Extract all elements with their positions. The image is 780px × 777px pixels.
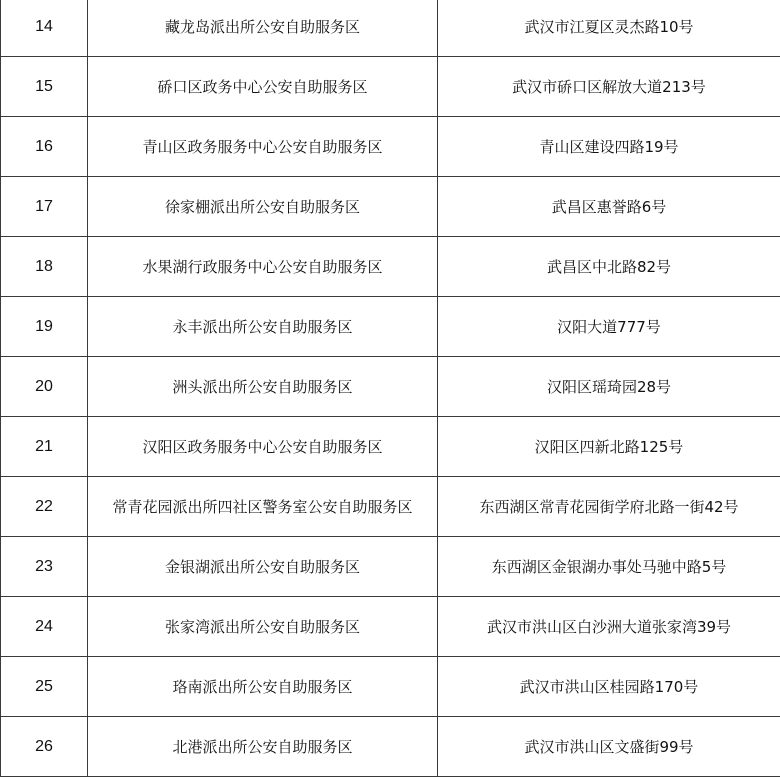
row-number: 23 — [1, 537, 88, 597]
table-row — [1, 0, 780, 57]
service-area-address: 汉阳区四新北路125号 — [438, 417, 780, 477]
service-area-address: 东西湖区金银湖办事处马驰中路5号 — [438, 537, 780, 597]
service-area-address: 武昌区中北路82号 — [438, 237, 780, 297]
service-area-address: 汉阳区瑶琦园28号 — [438, 357, 780, 417]
service-area-name: 洲头派出所公安自助服务区 — [88, 357, 438, 417]
service-area-address: 武汉市硚口区解放大道213号 — [438, 57, 780, 117]
service-area-address: 武汉市洪山区桂园路170号 — [438, 657, 780, 717]
service-area-name: 汉阳区政务服务中心公安自助服务区 — [88, 417, 438, 477]
service-area-name: 北港派出所公安自助服务区 — [88, 717, 438, 777]
table-row — [1, 297, 780, 357]
table-row — [1, 477, 780, 537]
table-row — [1, 657, 780, 717]
table-row — [1, 57, 780, 117]
row-number: 20 — [1, 357, 88, 417]
service-area-address: 武汉市洪山区白沙洲大道张家湾39号 — [438, 597, 780, 657]
table-row — [1, 357, 780, 417]
service-area-name: 硚口区政务中心公安自助服务区 — [88, 57, 438, 117]
row-number: 15 — [1, 57, 88, 117]
row-number: 26 — [1, 717, 88, 777]
service-area-name: 常青花园派出所四社区警务室公安自助服务区 — [88, 477, 438, 537]
table-row — [1, 237, 780, 297]
table-row — [1, 117, 780, 177]
row-number: 21 — [1, 417, 88, 477]
service-area-address: 东西湖区常青花园街学府北路一街42号 — [438, 477, 780, 537]
row-number: 24 — [1, 597, 88, 657]
service-area-name: 藏龙岛派出所公安自助服务区 — [88, 0, 438, 57]
service-area-name: 金银湖派出所公安自助服务区 — [88, 537, 438, 597]
row-number: 22 — [1, 477, 88, 537]
service-area-name: 珞南派出所公安自助服务区 — [88, 657, 438, 717]
row-number: 16 — [1, 117, 88, 177]
service-area-address: 武汉市洪山区文盛街99号 — [438, 717, 780, 777]
row-number: 14 — [1, 0, 88, 57]
service-area-name: 水果湖行政服务中心公安自助服务区 — [88, 237, 438, 297]
row-number: 18 — [1, 237, 88, 297]
service-area-name: 张家湾派出所公安自助服务区 — [88, 597, 438, 657]
row-number: 19 — [1, 297, 88, 357]
table-row — [1, 177, 780, 237]
service-area-address: 汉阳大道777号 — [438, 297, 780, 357]
row-number: 17 — [1, 177, 88, 237]
service-area-name: 永丰派出所公安自助服务区 — [88, 297, 438, 357]
service-area-address: 武汉市江夏区灵杰路10号 — [438, 0, 780, 57]
row-number: 25 — [1, 657, 88, 717]
service-area-name: 徐家棚派出所公安自助服务区 — [88, 177, 438, 237]
table-row — [1, 597, 780, 657]
table-row — [1, 417, 780, 477]
service-area-name: 青山区政务服务中心公安自助服务区 — [88, 117, 438, 177]
table-row — [1, 537, 780, 597]
service-area-address: 武昌区惠誉路6号 — [438, 177, 780, 237]
service-area-address: 青山区建设四路19号 — [438, 117, 780, 177]
